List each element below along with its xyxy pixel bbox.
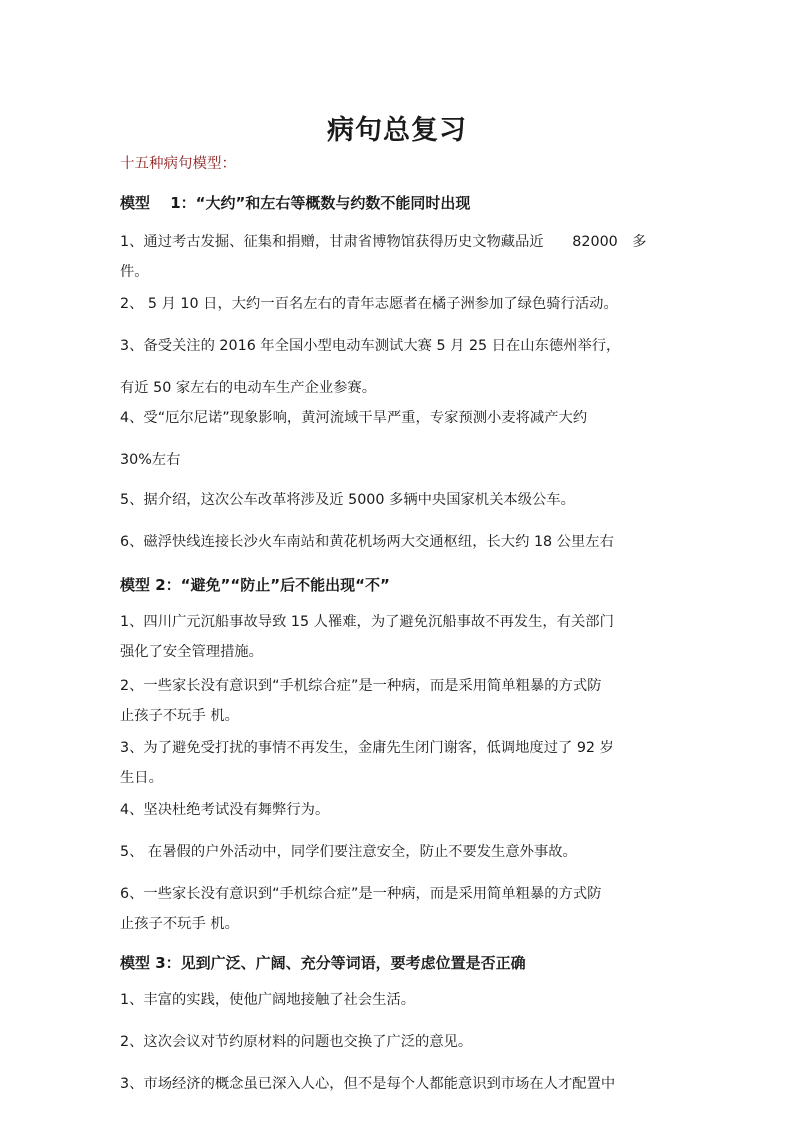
list-item: 1、四川广元沉船事故导致 15 人罹难，为了避免沉船事故不再发生，有关部门: [120, 614, 614, 630]
list-item: 2、这次会议对节约原材料的问题也交换了广泛的意见。: [120, 1034, 473, 1050]
list-item-continuation: 件。: [120, 264, 149, 280]
list-item: 3、备受关注的 2016 年全国小型电动车测试大赛 5 月 25 日在山东德州举行，: [120, 338, 621, 354]
list-item: 3、为了避免受打扰的事情不再发生，金庸先生闭门谢客，低调地度过了 92 岁: [120, 740, 614, 756]
section-heading-3: 模型 3：见到广泛、广阔、充分等词语，要考虑位置是否正确: [120, 954, 526, 972]
section-heading-1: 模型 1：“大约”和左右等概数与约数不能同时出现: [120, 194, 471, 212]
list-item: 2、 5 月 10 日，大约一百名左右的青年志愿者在橘子洲参加了绿色骑行活动。: [120, 296, 618, 312]
list-item: 6、磁浮快线连接长沙火车南站和黄花机场两大交通枢纽，长大约 18 公里左右: [120, 534, 614, 550]
list-item: 3、市场经济的概念虽已深入人心，但不是每个人都能意识到市场在人才配置中: [120, 1076, 616, 1092]
list-item: 1、丰富的实践，使他广阔地接触了社会生活。: [120, 992, 416, 1008]
list-item: 5、 在暑假的户外活动中，同学们要注意安全，防止不要发生意外事故。: [120, 844, 577, 860]
list-item-continuation: 强化了安全管理措施。: [120, 644, 263, 660]
list-item: 5、据介绍，这次公车改革将涉及近 5000 多辆中央国家机关本级公车。: [120, 492, 575, 508]
list-item-continuation: 止孩子不玩手 机。: [120, 916, 239, 932]
list-item-continuation: 30%左右: [120, 452, 181, 468]
list-item: 6、一些家长没有意识到“手机综合症”是一种病，而是采用简单粗暴的方式防: [120, 886, 602, 902]
list-item-continuation: 生日。: [120, 770, 163, 786]
list-item: 2、一些家长没有意识到“手机综合症”是一种病，而是采用简单粗暴的方式防: [120, 678, 602, 694]
intro-line: 十五种病句模型：: [120, 156, 236, 172]
section-heading-2: 模型 2：“避免”“防止”后不能出现“不”: [120, 576, 390, 594]
list-item-continuation: 有近 50 家左右的电动车生产企业参赛。: [120, 380, 377, 396]
page-title: 病句总复习: [327, 115, 467, 146]
list-item-continuation: 止孩子不玩手 机。: [120, 708, 239, 724]
list-item: 4、坚决杜绝考试没有舞弊行为。: [120, 802, 330, 818]
list-item: 4、受“厄尔尼诺”现象影响，黄河流域干旱严重，专家预测小麦将减产大约: [120, 410, 588, 426]
list-item: 1、通过考古发掘、征集和捐赠，甘肃省博物馆获得历史文物藏品近 82000 多: [120, 234, 647, 250]
